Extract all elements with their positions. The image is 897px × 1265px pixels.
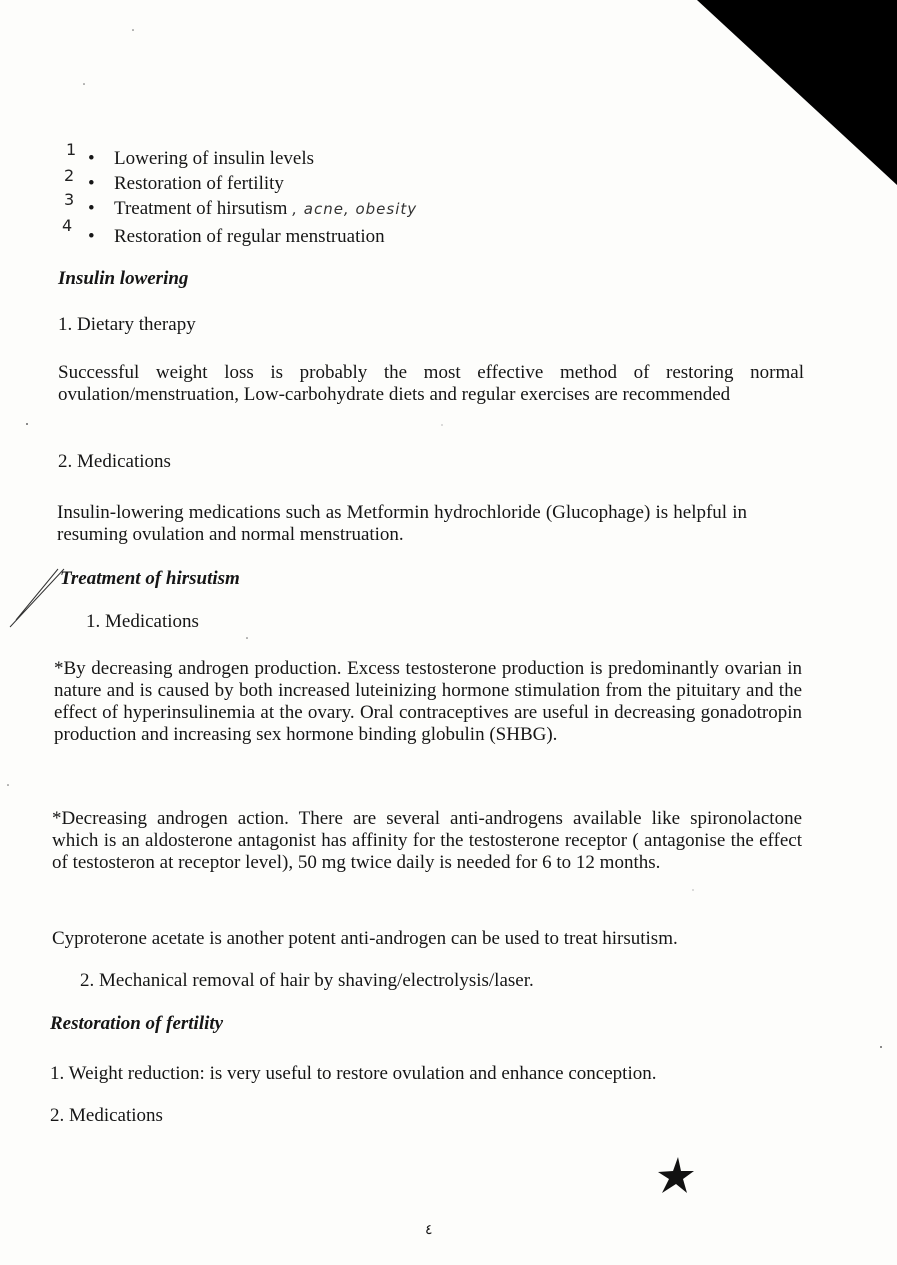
- paragraph: Cyproterone acetate is another potent anti-androgen can be used to treat hirsutism.: [52, 928, 678, 949]
- paragraph: *Decreasing androgen action. There are several anti-androgens available like spironolactone which is an aldosterone antagonist has affinity for the testosterone receptor ( antagonise the effect of testosteron at receptor level), 50 mg twice daily is needed for 6 to 12 months.: [52, 808, 802, 873]
- section-heading: Restoration of fertility: [50, 1013, 224, 1034]
- subheading: 1. Dietary therapy: [58, 314, 196, 335]
- subheading: 2. Medications: [58, 451, 171, 472]
- hand-mark: 2: [64, 166, 75, 185]
- hand-mark: 1: [66, 140, 77, 159]
- handwritten-note: , acne, obesity: [292, 200, 418, 218]
- list-item-text: Lowering of insulin levels: [114, 148, 314, 169]
- paragraph: *By decreasing androgen production. Excess testosterone production is predominantly ovarian in nature and is caused by both increased luteinizing hormone stimulation from the pituitary and the effect of hyperinsulinemia at the ovary. Oral contraceptives are useful in decreasing gonadotropin production and increasing sex hormone binding globulin (SHBG).: [54, 658, 802, 745]
- list-item: 1. Weight reduction: is very useful to restore ovulation and enhance conception.: [50, 1063, 657, 1084]
- list-item-text: Restoration of fertility: [114, 173, 284, 194]
- list-item: 2. Medications: [50, 1105, 163, 1126]
- subheading: 2. Mechanical removal of hair by shaving/electrolysis/laser.: [80, 970, 534, 991]
- hand-mark: 4: [62, 216, 73, 235]
- section-heading: Treatment of hirsutism: [60, 568, 240, 589]
- paragraph: Successful weight loss is probably the most effective method of restoring normal ovulation/menstruation, Low-carbohydrate diets and regular exercises are recommended: [58, 362, 804, 405]
- hand-mark: 3: [64, 190, 75, 209]
- list-item-text: Restoration of regular menstruation: [114, 226, 385, 247]
- paragraph: Insulin-lowering medications such as Metformin hydrochloride (Glucophage) is helpful in resuming ovulation and normal menstruation.: [57, 502, 747, 545]
- page-number: ٤: [425, 1223, 433, 1238]
- section-heading: Insulin lowering: [58, 268, 189, 289]
- subheading: 1. Medications: [86, 611, 199, 632]
- list-item-text: Treatment of hirsutism: [114, 198, 288, 219]
